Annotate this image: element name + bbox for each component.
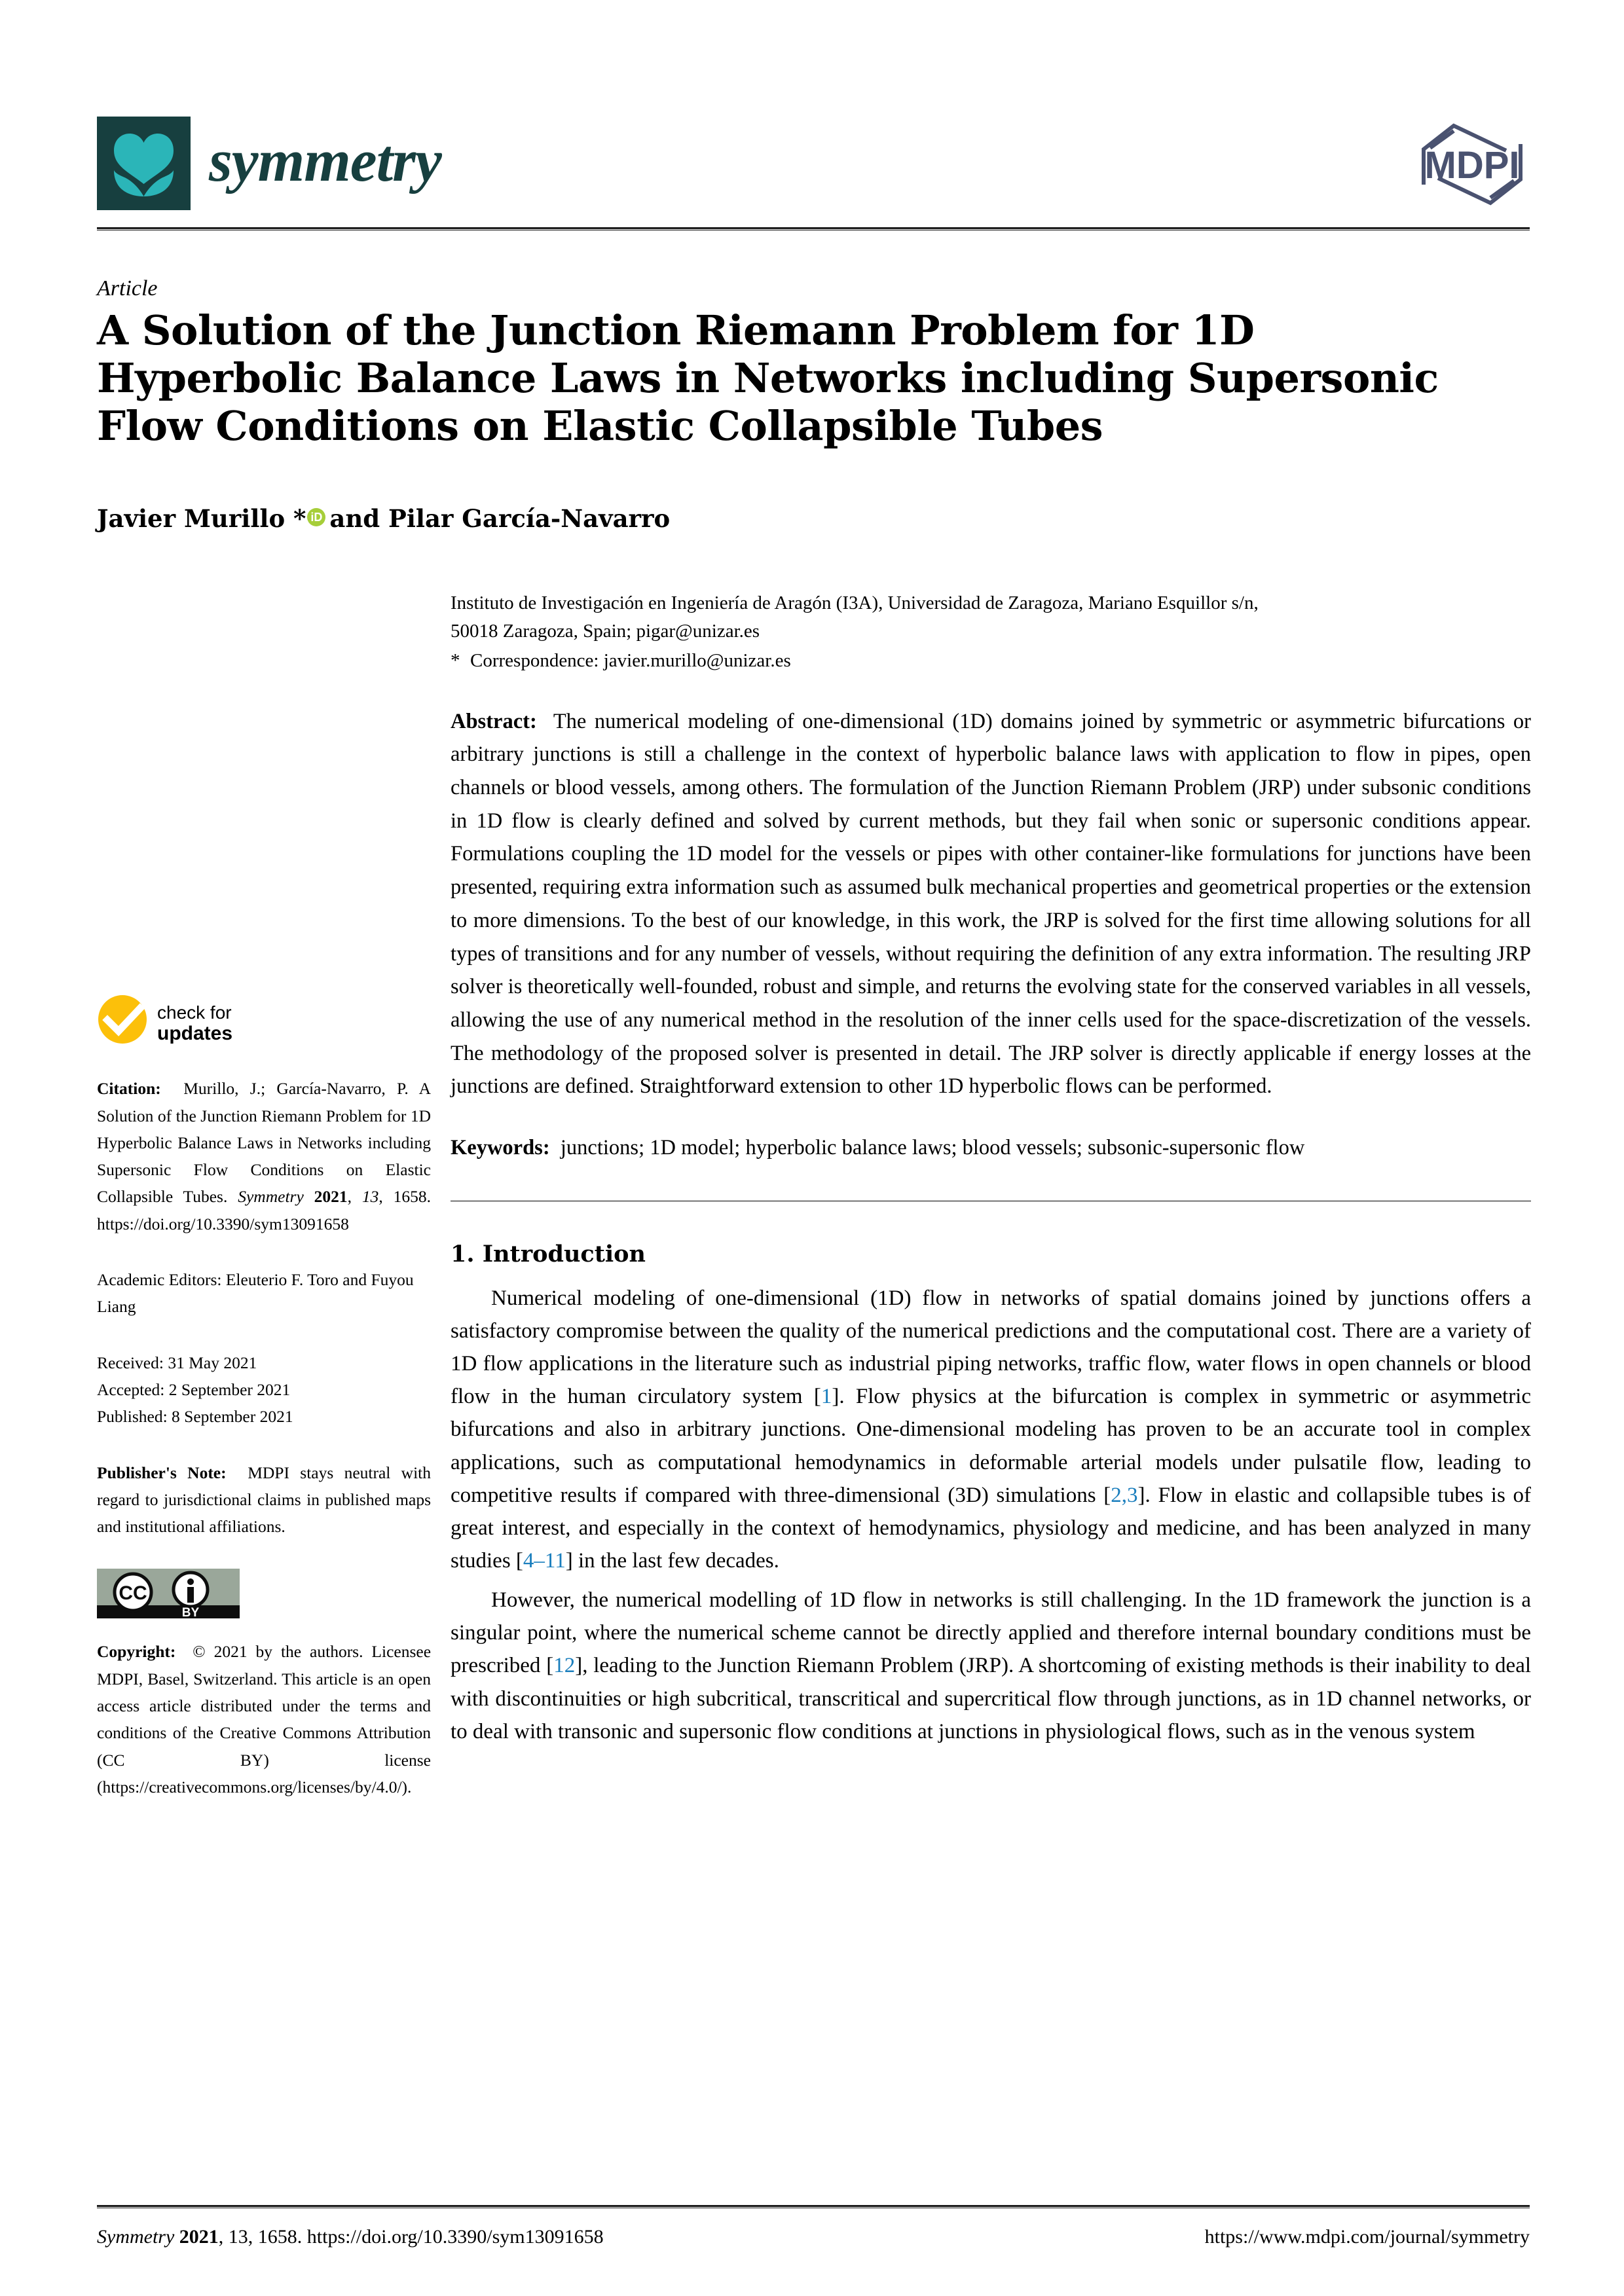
header-divider — [97, 227, 1530, 230]
footer-citation — [97, 2226, 604, 2248]
abstract-text: The numerical modeling of one-dimensional (1D) domains joined by symmetric or asymmetric bifurcations or arbitrary junctions is still a challenge in the context of hyperbolic balance laws with application to flow in pipes, open channels or blood vessels, among others. The formulation of the Junction Riemann Problem (JRP) under subsonic conditions in 1D flow is clearly defined and solved by current methods, but they fail when sonic or supersonic conditions appear. Formulations coupling the 1D model for the vessels or pipes with other container-like formulations for junctions have been presented, requiring extra information such as assumed bulk mechanical properties and geometrical properties or the extension to more dimensions. To the best of our knowledge, in this work, the JRP is solved for the first time allowing solutions for all types of transitions and for any number of vessels, without requiring the definition of any extra information. The resulting JRP solver is theoretically well-founded, robust and simple, and returns the evolving state for the conserved variables in all vessels, allowing the use of any numerical method in the resolution of the inner cells used for the space-discretization of the vessels. The methodology of the proposed solver is presented in detail. The JRP solver is directly applicable if energy losses at the junctions are defined. Straightforward extension to other 1D hyperbolic flows can be performed. — [451, 709, 1532, 1099]
citation-volume: 13 — [361, 1187, 379, 1207]
main-content-column — [451, 589, 1531, 1748]
intro-p1-segment-a: Numerical modeling of one-dimensional (1D) flow in networks of spatial domains joined by junctions offers a satisfactory compromise between the quality of the numerical predictions and the computational cost. There are a variety of 1D flow applications in the literature such as industrial piping networks, traffic flow, water flows in open channels or blood flow in the human circulatory system [ — [451, 1286, 1531, 1409]
check-updates-line1: check for — [157, 1002, 232, 1023]
intro-p1-segment-c: ]. Flow in elastic and collapsible tubes is of great interest, and especially in the context of hemodynamics, physiology and medicine, and has been analyzed in many studies [ — [451, 1483, 1531, 1573]
journal-title: symmetry — [209, 126, 441, 194]
affiliation-line-1: Instituto de Investigación en Ingeniería de Aragón (I3A), Universidad de Zaragoza, Mariano Esquillor s/n, — [451, 592, 1259, 613]
abstract-block — [451, 705, 1531, 1103]
affiliation-block — [451, 589, 1531, 675]
author-name-primary: Javier Murillo * — [97, 504, 306, 533]
publishers-note-text: MDPI stays neutral with regard to jurisdictional claims in published maps and institutional affiliations. — [97, 1463, 431, 1537]
page-title: A Solution of the Junction Riemann Problem for 1D Hyperbolic Balance Laws in Networks including Supersonic Flow Conditions on Elastic Collapsible Tubes — [97, 306, 1439, 450]
metadata-sidebar — [97, 994, 431, 1829]
copyright-block — [97, 1638, 431, 1800]
academic-editors-text: Academic Editors: Eleuterio F. Toro and Fuyou Liang — [97, 1270, 414, 1317]
by-text: BY — [181, 1606, 200, 1619]
citation-ref-1[interactable]: 1 — [821, 1385, 832, 1409]
section-heading-introduction: 1. Introduction — [451, 1240, 646, 1267]
keywords-label: Keywords: — [451, 1135, 550, 1159]
orcid-icon[interactable]: iD — [307, 508, 325, 526]
correspondence-text: Correspondence: javier.murillo@unizar.es — [470, 649, 791, 671]
mdpi-logo[interactable] — [1414, 122, 1530, 207]
keywords-text: junctions; 1D model; hyperbolic balance laws; blood vessels; subsonic-supersonic flow — [560, 1135, 1305, 1159]
intro-p1-segment-d: ] in the last few decades. — [565, 1548, 779, 1573]
publication-dates-block — [97, 1349, 431, 1430]
check-for-updates-badge[interactable] — [97, 994, 431, 1053]
correspondence-marker: * — [451, 649, 460, 671]
author-name-secondary: and Pilar García-Navarro — [329, 504, 671, 533]
check-circle-icon — [97, 994, 148, 1053]
journal-logo[interactable] — [97, 117, 441, 210]
citation-year: 2021 — [314, 1187, 348, 1207]
citation-label: Citation: — [97, 1079, 161, 1099]
copyright-label: Copyright: — [97, 1642, 176, 1662]
intro-paragraph-1 — [451, 1282, 1531, 1577]
citation-ref-12[interactable]: 12 — [553, 1654, 576, 1678]
publishers-note-block — [97, 1459, 431, 1540]
copyright-text: © 2021 by the authors. Licensee MDPI, Basel, Switzerland. This article is an open access article distributed under the terms and conditions of the Creative Commons Attribution (CC BY) license (https://creativecommons.org/licenses/by/4.0/). — [97, 1642, 432, 1796]
intro-p2-segment-b: ], leading to the Junction Riemann Problem (JRP). A shortcoming of existing methods is their inability to deal with discontinuities or high subcritical, transcritical and supercritical flow through junctions, as in 1D channel networks, or to deal with transonic and supersonic flow conditions at junctions in physiological flows, such as in the venous system — [451, 1654, 1532, 1743]
footer-year: 2021 — [179, 2226, 219, 2248]
article-type-label: Article — [97, 276, 158, 301]
footer-journal-url[interactable]: https://www.mdpi.com/journal/symmetry — [1204, 2226, 1530, 2248]
keywords-block — [451, 1132, 1531, 1164]
page-header — [97, 117, 1530, 221]
abstract-label: Abstract: — [451, 709, 537, 733]
citation-block: Citation: Murillo, J.; García-Navarro, P. A Solution of the Junction Riemann Problem for 1D Hyperbolic Balance Laws in Networks including Supersonic Flow Conditions on Elastic Collapsible Tubes. Symmetry 2021, 13, 1658. https://doi.org/10.3390/sym13091658 — [97, 1079, 432, 1233]
citation-ref-4-11[interactable]: 4–11 — [523, 1548, 566, 1573]
correspondence-line — [451, 647, 1531, 675]
citation-journal: Symmetry — [238, 1187, 304, 1207]
publishers-note-label: Publisher's Note: — [97, 1463, 227, 1482]
cc-text: CC — [119, 1582, 147, 1605]
accepted-date: Accepted: 2 September 2021 — [97, 1379, 291, 1399]
check-updates-line2: updates — [157, 1023, 233, 1045]
citation-doi[interactable]: https://doi.org/10.3390/sym13091658 — [97, 1214, 349, 1233]
symmetry-butterfly-icon — [97, 117, 191, 210]
cc-by-license-badge[interactable] — [97, 1569, 240, 1618]
intro-p2-segment-a: However, the numerical modelling of 1D flow in networks is still challenging. In the 1D framework the junction is a singular point, where the numerical scheme cannot be directly applied and therefore internal boundary conditions must be prescribed [ — [451, 1588, 1531, 1678]
author-list — [97, 504, 670, 533]
received-date: Received: 31 May 2021 — [97, 1353, 257, 1372]
citation-ref-2-3[interactable]: 2,3 — [1111, 1483, 1138, 1507]
affiliation-line-2: 50018 Zaragoza, Spain; pigar@unizar.es — [451, 620, 760, 642]
citation-text: Murillo, J.; García-Navarro, P. A Solution of the Junction Riemann Problem for 1D Hyperbolic Balance Laws in Networks including Supersonic Flow Conditions on Elastic Collapsible Tubes. — [97, 1079, 432, 1207]
footer-journal-name: Symmetry — [97, 2226, 175, 2248]
intro-p1-segment-b: ]. Flow physics at the bifurcation is complex in symmetric or asymmetric bifurcations and also in arbitrary junctions. One-dimensional modeling has proven to be an accurate tool in complex applications, such as computational hemodynamics in deformable arterial models under pulsatile flow, leading to competitive results if compared with three-dimensional (3D) simulations [ — [451, 1385, 1531, 1507]
published-date: Published: 8 September 2021 — [97, 1407, 293, 1427]
page-footer — [97, 2226, 1530, 2248]
mdpi-wordmark: MDPI — [1424, 144, 1520, 187]
footer-citation-rest: , 13, 1658. https://doi.org/10.3390/sym13091658 — [218, 2226, 604, 2248]
citation-pages: 1658. — [393, 1187, 432, 1207]
intro-paragraph-2 — [451, 1584, 1531, 1748]
footer-divider — [97, 2205, 1530, 2208]
academic-editors-block — [97, 1266, 431, 1321]
